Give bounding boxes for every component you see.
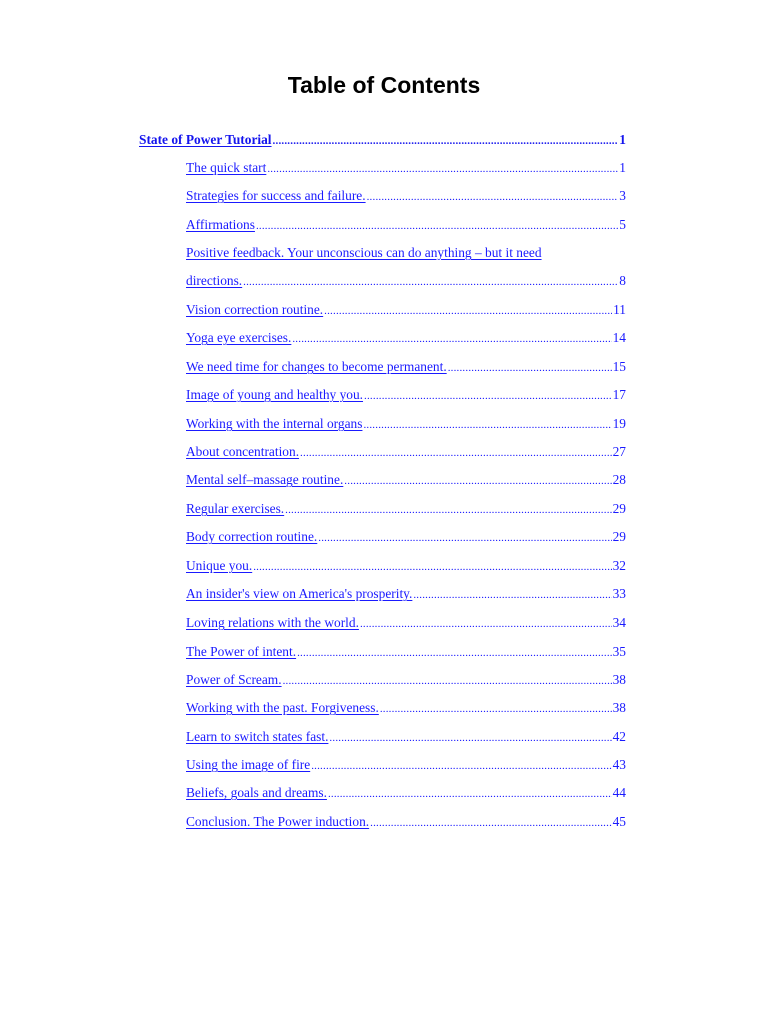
toc-dot-leader	[256, 216, 618, 236]
toc-entry[interactable]	[186, 414, 626, 434]
toc-page-number[interactable]: 1	[619, 132, 626, 147]
toc-page-number[interactable]: 29	[612, 529, 626, 544]
toc-page-number[interactable]: 19	[612, 416, 626, 431]
toc-dot-leader	[267, 159, 618, 179]
toc-entry[interactable]	[186, 328, 626, 348]
toc-dot-leader	[300, 443, 612, 463]
toc-dot-leader	[273, 131, 619, 151]
toc-entry-link[interactable]: Power of Scream.	[186, 672, 282, 687]
toc-entry-link[interactable]: Beliefs, goals and dreams.	[186, 785, 327, 800]
toc-entry-link[interactable]: Learn to switch states fast.	[186, 729, 329, 744]
toc-entry-link[interactable]: Using the image of fire	[186, 757, 311, 772]
toc-page-number[interactable]: 27	[612, 444, 626, 459]
toc-page-number[interactable]: 38	[612, 700, 626, 715]
toc-page-number[interactable]: 1	[619, 160, 626, 175]
toc-entry[interactable]	[186, 158, 626, 178]
toc-entry-link[interactable]: Image of young and healthy you.	[186, 387, 364, 402]
toc-entry-link[interactable]: State of Power Tutorial	[139, 132, 272, 147]
toc-dot-leader	[253, 557, 611, 577]
toc-entry-link-line1[interactable]: Positive feedback. Your unconscious can do anything – but it need	[186, 245, 542, 260]
toc-entry-link[interactable]: Yoga eye exercises.	[186, 330, 292, 345]
toc-entry[interactable]	[186, 357, 626, 377]
toc-entry[interactable]	[186, 755, 626, 775]
toc-entry[interactable]	[186, 186, 626, 206]
toc-entry-link[interactable]: Strategies for success and failure.	[186, 188, 366, 203]
toc-entry[interactable]	[186, 300, 626, 320]
toc-page-number[interactable]: 42	[612, 729, 626, 744]
toc-dot-leader	[360, 614, 612, 634]
toc-entry-link[interactable]: The quick start	[186, 160, 267, 175]
toc-page-number[interactable]: 34	[612, 615, 626, 630]
toc-entry[interactable]	[186, 727, 626, 747]
toc-entry[interactable]	[186, 499, 626, 519]
toc-page-number[interactable]: 8	[619, 273, 626, 288]
toc-entry-link[interactable]: directions.	[186, 273, 243, 288]
toc-dot-leader	[292, 329, 611, 349]
toc-dot-leader	[364, 386, 612, 406]
toc-entry-link[interactable]: Unique you.	[186, 558, 253, 573]
toc-page-number[interactable]: 11	[613, 302, 626, 317]
toc-dot-leader	[324, 301, 612, 321]
toc-dot-leader	[363, 415, 611, 435]
toc-entry[interactable]	[186, 783, 626, 803]
toc-entry[interactable]	[186, 698, 626, 718]
toc-dot-leader	[380, 699, 612, 719]
toc-dot-leader	[297, 643, 612, 663]
toc-dot-leader	[285, 500, 611, 520]
toc-entry-link[interactable]: Conclusion. The Power induction.	[186, 814, 370, 829]
toc-page-number[interactable]: 15	[612, 359, 626, 374]
toc-page-number[interactable]: 35	[612, 644, 626, 659]
toc-dot-leader	[370, 813, 611, 833]
toc-dot-leader	[448, 358, 612, 378]
toc-page-number[interactable]: 45	[612, 814, 626, 829]
toc-page-number[interactable]: 17	[612, 387, 626, 402]
toc-page-number[interactable]: 28	[612, 472, 626, 487]
toc-entry-link[interactable]: The Power of intent.	[186, 644, 297, 659]
toc-page-number[interactable]: 3	[619, 188, 626, 203]
toc-entry-link[interactable]: Loving relations with the world.	[186, 615, 359, 630]
toc-entry[interactable]	[186, 527, 626, 547]
toc-page-number[interactable]: 14	[612, 330, 626, 345]
toc-entry[interactable]	[186, 442, 626, 462]
toc-dot-leader	[367, 187, 619, 207]
toc-entry-link[interactable]: Working with the internal organs	[186, 416, 363, 431]
toc-page-number[interactable]: 43	[612, 757, 626, 772]
toc-dot-leader	[243, 272, 618, 292]
toc-dot-leader	[328, 784, 612, 804]
toc-page-number[interactable]: 29	[612, 501, 626, 516]
toc-entry[interactable]	[186, 670, 626, 690]
toc-entry-link[interactable]: Body correction routine.	[186, 529, 318, 544]
toc-entry-link[interactable]: We need time for changes to become permanent.	[186, 359, 447, 374]
toc-entry-link[interactable]: About concentration.	[186, 444, 300, 459]
toc-entry-link[interactable]: Vision correction routine.	[186, 302, 324, 317]
toc-entry[interactable]	[186, 556, 626, 576]
toc-entry[interactable]	[186, 385, 626, 405]
toc-dot-leader	[413, 585, 611, 605]
toc-entry[interactable]	[186, 812, 626, 832]
toc-page-number[interactable]: 5	[619, 217, 626, 232]
toc-entry-link[interactable]: An insider's view on America's prosperity.	[186, 586, 413, 601]
page-title: Table of Contents	[287, 72, 481, 98]
toc-entry[interactable]	[186, 642, 626, 662]
toc-entry[interactable]	[186, 584, 626, 604]
toc-entry[interactable]	[186, 271, 626, 291]
toc-entry[interactable]	[186, 470, 626, 490]
toc-entry[interactable]	[186, 613, 626, 633]
toc-page-number[interactable]: 38	[612, 672, 626, 687]
toc-dot-leader	[318, 528, 611, 548]
toc-dot-leader	[311, 756, 611, 776]
toc-entry-link[interactable]: Working with the past. Forgiveness.	[186, 700, 379, 715]
toc-page-number[interactable]: 32	[612, 558, 626, 573]
toc-entry[interactable]	[139, 130, 626, 150]
toc-dot-leader	[344, 471, 611, 491]
toc-entry-link[interactable]: Affirmations	[186, 217, 255, 232]
toc-dot-leader	[283, 671, 612, 691]
toc-entry-link[interactable]: Regular exercises.	[186, 501, 285, 516]
toc-page-number[interactable]: 44	[612, 785, 626, 800]
toc-entry[interactable]	[186, 215, 626, 235]
toc-page-number[interactable]: 33	[612, 586, 626, 601]
toc-dot-leader	[329, 728, 611, 748]
toc-entry-link[interactable]: Mental self–massage routine.	[186, 472, 344, 487]
